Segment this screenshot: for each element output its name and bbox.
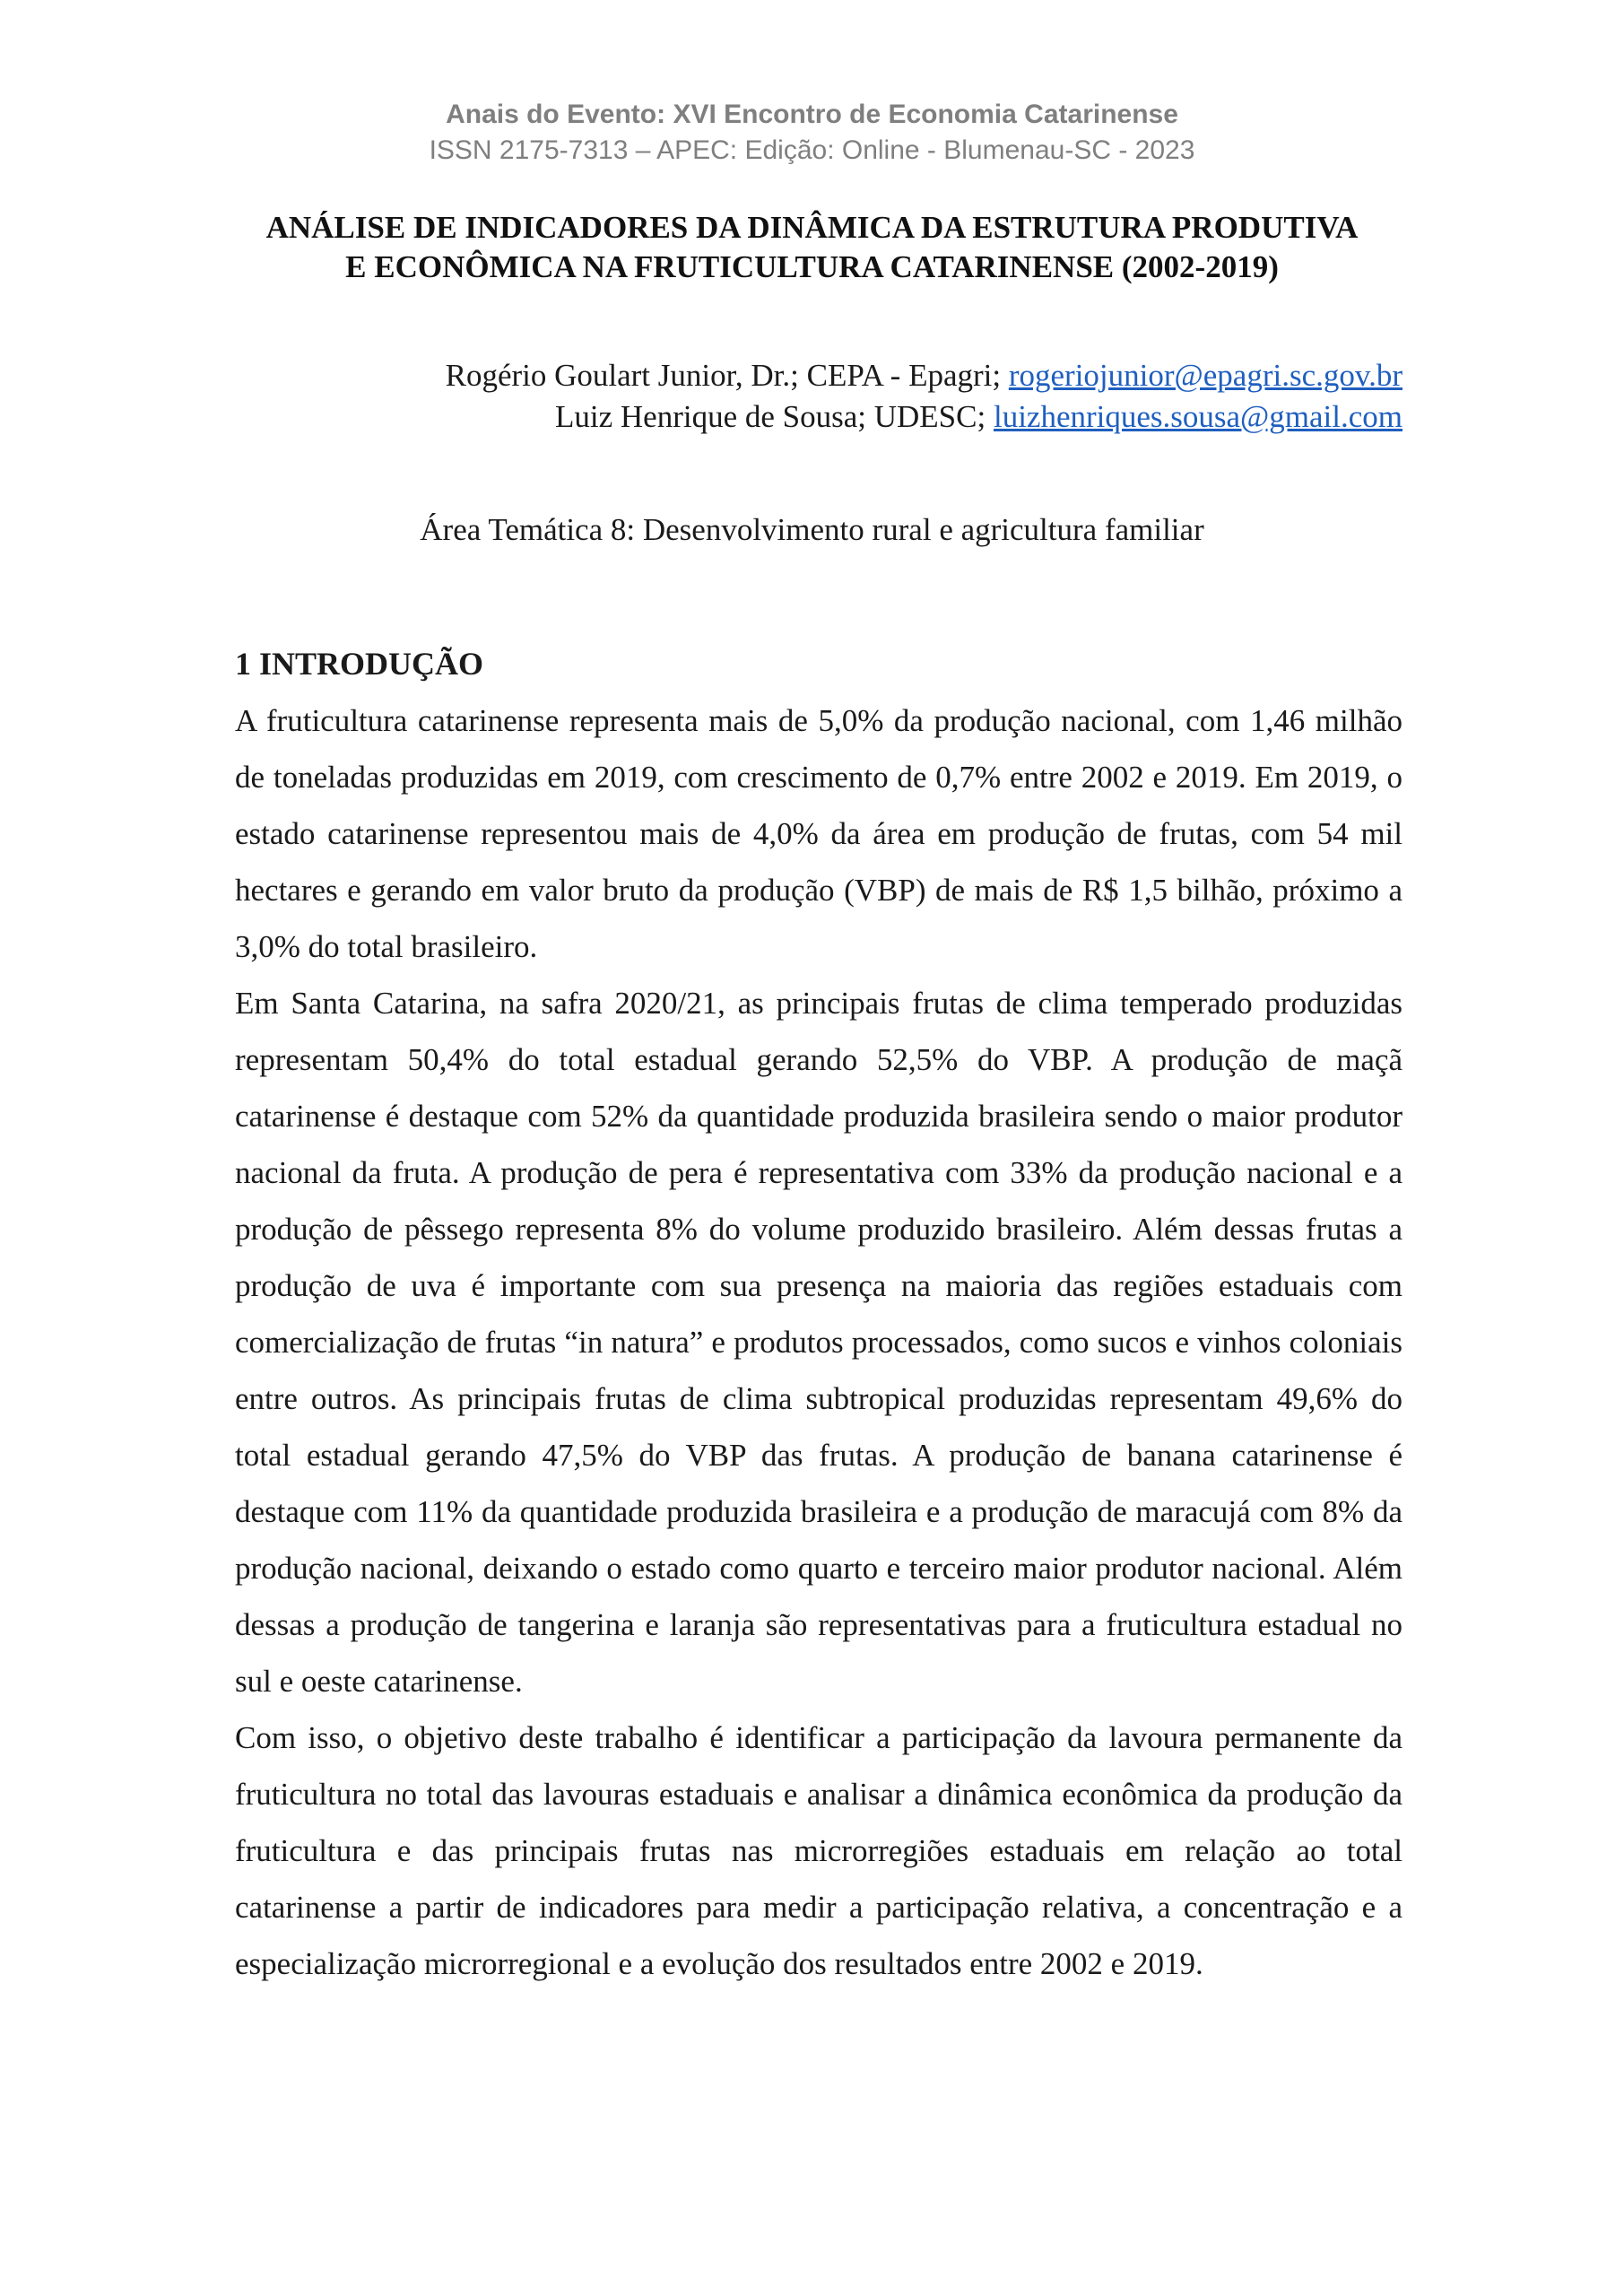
thematic-area: Área Temática 8: Desenvolvimento rural e agricultura familiar <box>420 512 1204 547</box>
author-list <box>446 355 1403 438</box>
paragraph-3: Com isso, o objetivo deste trabalho é identificar a participação da lavoura permanente da fruticultura no total das lavouras estaduais e analisar a dinâmica econômica da produção da fruticultura e das principais frutas nas microrregiões estaduais em relação ao total catarinense a partir de indicadores para medir a participação relativa, a concentração e a especialização microrregional e a evolução dos resultados entre 2002 e 2019. <box>235 1720 1403 1981</box>
author-2-affiliation: Luiz Henrique de Sousa; UDESC; <box>555 399 994 434</box>
event-title: Anais do Evento: XVI Encontro de Economia Catarinense <box>446 100 1178 129</box>
paragraph-2: Em Santa Catarina, na safra 2020/21, as principais frutas de clima temperado produzidas representam 50,4% do total estadual gerando 52,5% do VBP. A produção de maçã catarinense é destaque com 52% da quantidade produzida brasileira sendo o maior produtor nacional da fruta. A produção de pera é representativa com 33% da produção nacional e a produção de pêssego representa 8% do volume produzido brasileiro. Além dessas frutas a produção de uva é importante com sua presença na maioria das regiões estaduais com comercialização de frutas “in natura” e produtos processados, como sucos e vinhos coloniais entre outros. As principais frutas de clima subtropical produzidas representam 49,6% do total estadual gerando 47,5% do VBP das frutas. A produção de banana catarinense é destaque com 11% da quantidade produzida brasileira e a produção de maracujá com 8% da produção nacional, deixando o estado como quarto e terceiro maior produtor nacional. Além dessas a produção de tangerina e laranja são representativas para a fruticultura estadual no sul e oeste catarinense. <box>235 986 1403 1699</box>
author-2-email-link[interactable]: luizhenriques.sousa@gmail.com <box>993 399 1403 434</box>
event-issn: ISSN 2175-7313 – APEC: Edição: Online - Blumenau-SC - 2023 <box>429 135 1195 165</box>
event-header <box>0 97 1624 169</box>
paragraph-1: A fruticultura catarinense representa mais de 5,0% da produção nacional, com 1,46 milhão de toneladas produzidas em 2019, com crescimento de 0,7% entre 2002 e 2019. Em 2019, o estado catarinense representou mais de 4,0% da área em produção de frutas, com 54 mil hectares e gerando em valor bruto da produção (VBP) de mais de R$ 1,5 bilhão, próximo a 3,0% do total brasileiro. <box>235 703 1403 964</box>
paper-title-line-1: ANÁLISE DE INDICADORES DA DINÂMICA DA ESTRUTURA PRODUTIVA <box>265 210 1359 245</box>
section-body <box>235 692 1403 1992</box>
author-line-1 <box>446 355 1403 396</box>
section-heading: 1 INTRODUÇÃO <box>235 646 484 682</box>
paper-title-line-2: E ECONÔMICA NA FRUTICULTURA CATARINENSE (2002-2019) <box>345 249 1279 284</box>
author-1-email-link[interactable]: rogeriojunior@epagri.sc.gov.br <box>1008 358 1403 393</box>
author-1-affiliation: Rogério Goulart Junior, Dr.; CEPA - Epagri; <box>445 358 1009 393</box>
author-line-2 <box>446 396 1403 438</box>
paper-title <box>179 208 1445 287</box>
